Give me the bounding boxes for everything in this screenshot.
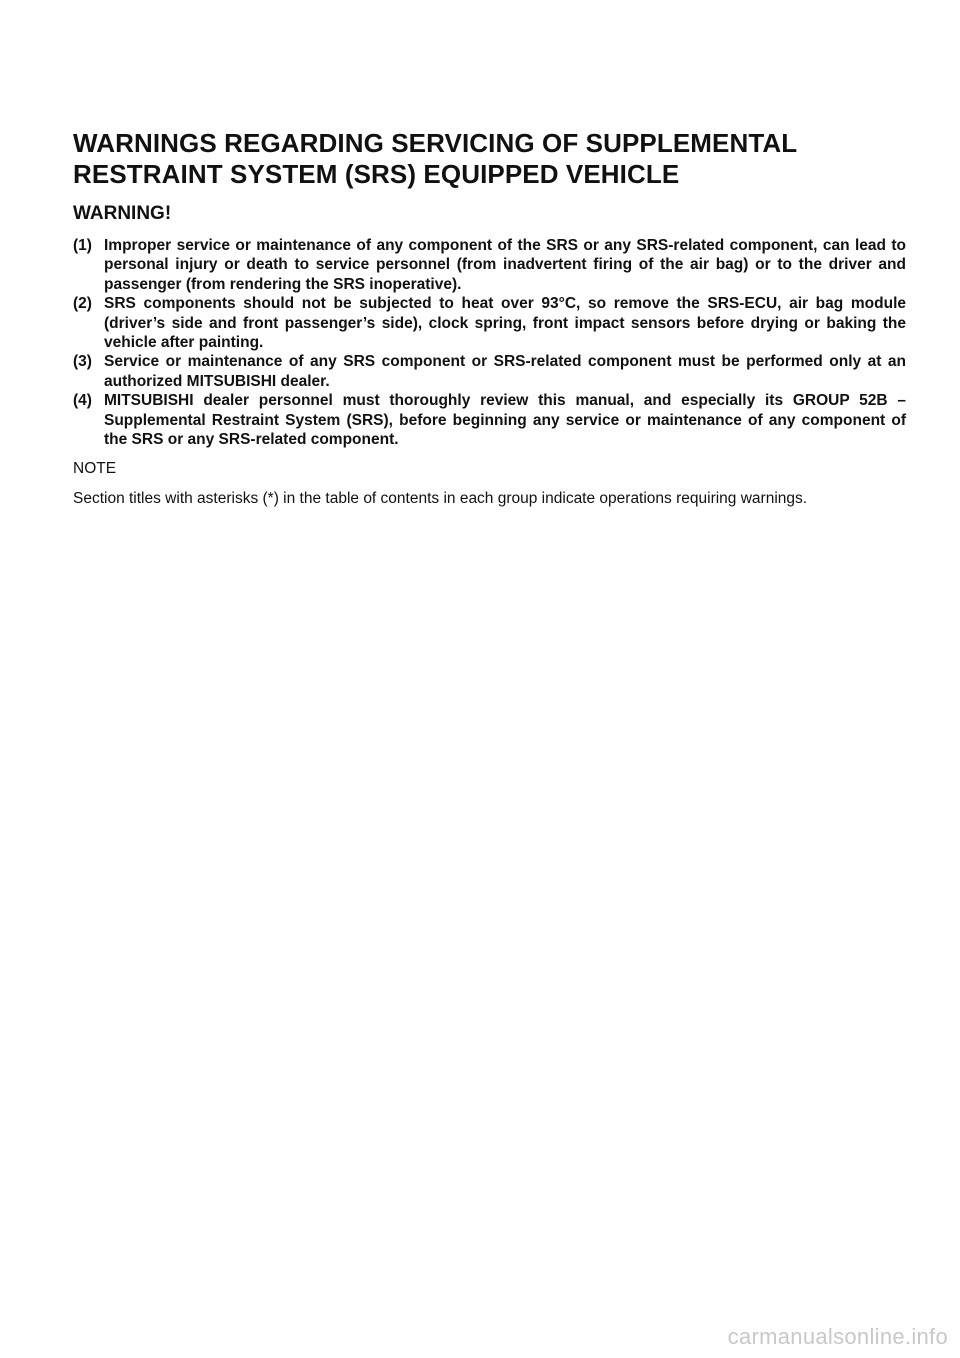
page-title-line-2: RESTRAINT SYSTEM (SRS) EQUIPPED VEHICLE	[73, 159, 680, 189]
warning-item-number: (2)	[73, 295, 92, 313]
note-text: Section titles with asterisks (*) in the table of contents in each group indicate operations requiring warnings.	[73, 490, 808, 507]
warning-item-number: (3)	[73, 353, 92, 371]
note-label: NOTE	[73, 460, 117, 477]
warning-item	[73, 352, 906, 391]
warning-item	[73, 236, 906, 294]
page-title-line-1: WARNINGS REGARDING SERVICING OF SUPPLEMENTAL	[73, 128, 798, 158]
warning-item-text: Service or maintenance of any SRS component or SRS-related component must be performed only at an authorized MITSUBISHI dealer.	[104, 353, 906, 390]
watermark-text: carmanualsonline.info	[727, 1324, 948, 1349]
warning-item	[73, 294, 906, 352]
warning-item	[73, 391, 906, 449]
warning-item-text: MITSUBISHI dealer personnel must thoroughly review this manual, and especially its GROUP 52B – Supplemental Restraint System (SRS), before beginning any service or maintenance of any component of the SRS or any SRS-related component.	[104, 392, 906, 449]
warning-item-number: (4)	[73, 392, 92, 410]
page-title	[73, 128, 903, 190]
warning-item-text: Improper service or maintenance of any component of the SRS or any SRS-related component, can lead to personal injury or death to service personnel (from inadvertent firing of the air bag) or to the driver and passenger (from rendering the SRS inoperative).	[104, 237, 906, 293]
warning-heading: WARNING!	[73, 203, 172, 224]
warning-item-number: (1)	[73, 237, 92, 254]
warning-list	[73, 236, 906, 449]
warning-item-text: SRS components should not be subjected to heat over 93°C, so remove the SRS-ECU, air bag module (driver’s side and front passenger’s side), clock spring, front impact sensors before drying or baking the vehicle after painting.	[104, 295, 906, 352]
